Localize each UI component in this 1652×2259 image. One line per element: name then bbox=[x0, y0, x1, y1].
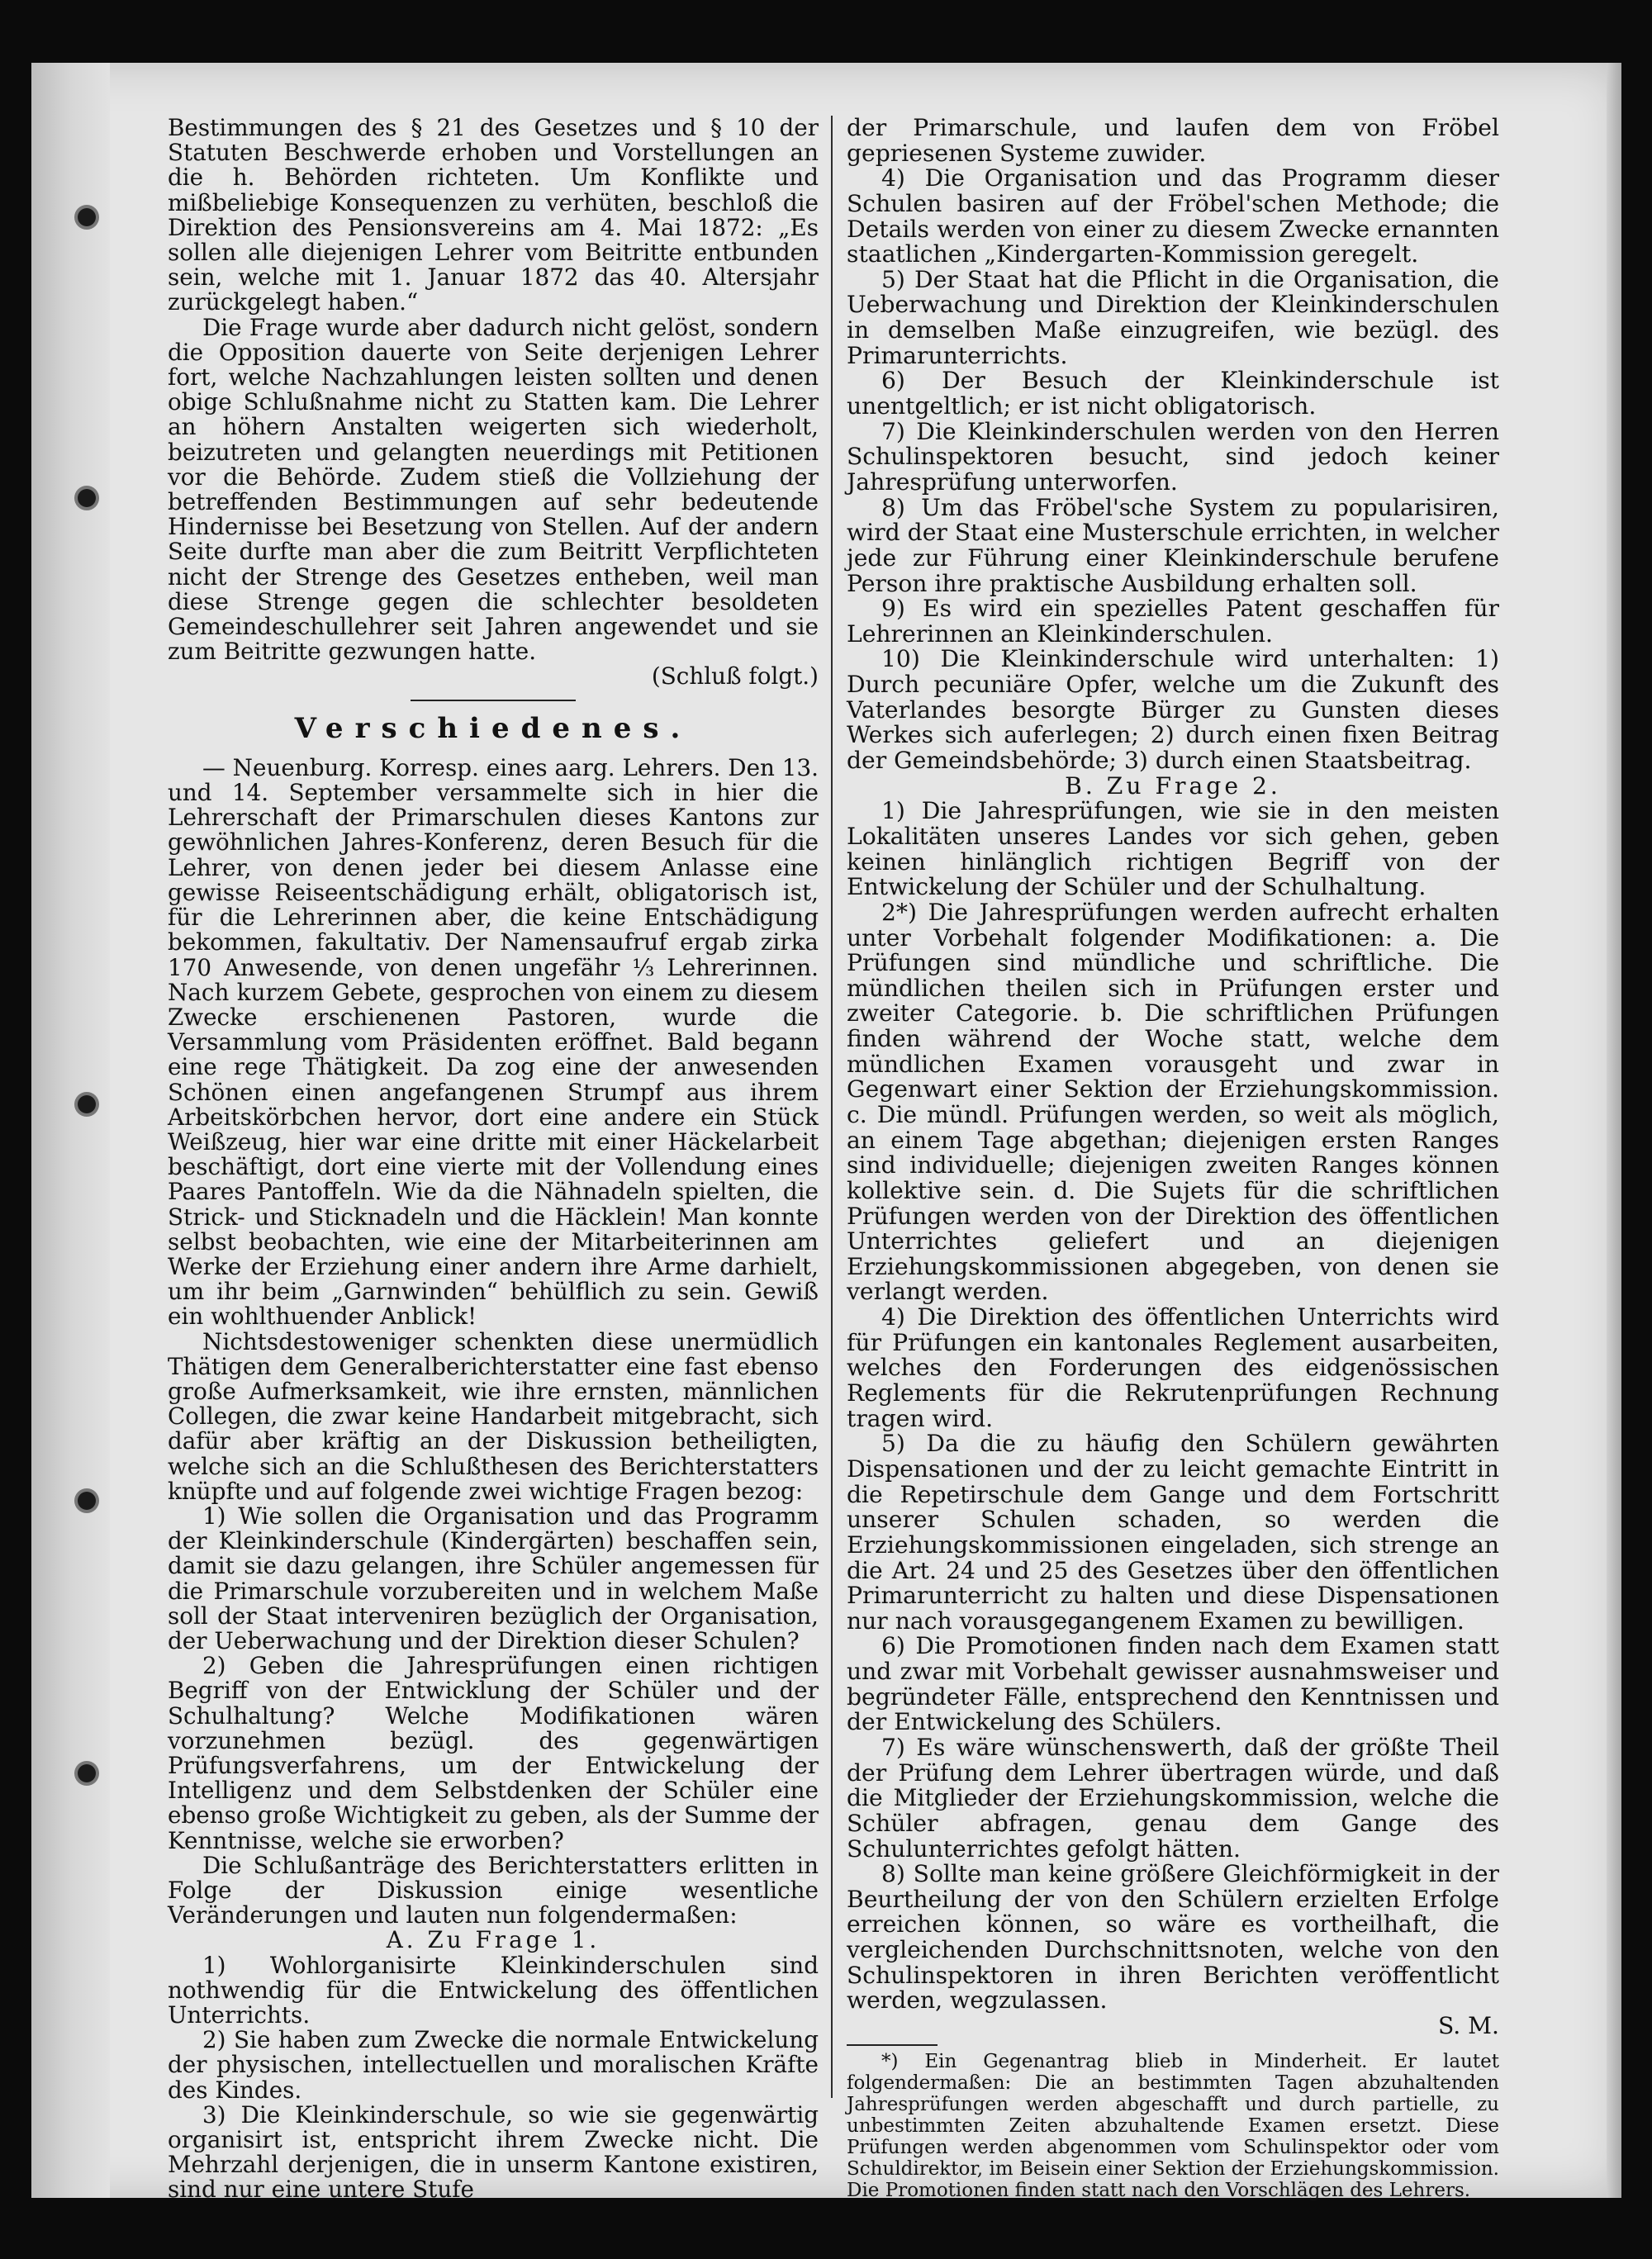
intro-paragraph: Bestimmungen des § 21 des Gesetzes und § 10 der Statuten Beschwerde erhoben und Vorstellungen an die h. Behörden richteten. Um Konflikte und mißbeliebige Konsequenzen zu verhüten, beschloß die Direktion des Pensionsvereins am 4. Mai 1872: „Es sollen alle diejenigen Lehrer vom Beitritte entbunden sein, welche mit 1. Januar 1872 das 40. Altersjahr zurückgelegt haben.“ bbox=[168, 114, 819, 316]
column-divider bbox=[831, 116, 833, 2098]
page-edge bbox=[1607, 63, 1621, 2198]
list-item: 4) Die Direktion des öffentlichen Unterrichts wird für Prüfungen ein kantonales Reglement ausarbeiten, welches den Forderungen des eidgenössischen Reglements für die Rekrutenprüfungen Rechnung tragen wird. bbox=[847, 1303, 1499, 1432]
right-column bbox=[847, 116, 1499, 2201]
question-paragraph: 1) Wie sollen die Organisation und das Programm der Kleinkinderschule (Kindergärten) beschaffen sein, damit sie dazu gelangen, ihre Schüler angemessen für die Primarschule vorzubereiten und in welchem Maße soll der Staat interveniren bezüglich der Organisation, der Ueberwachung und der Direktion dieser Schulen? bbox=[168, 1502, 819, 1654]
list-item: 6) Die Promotionen finden nach dem Examen statt und zwar mit Vorbehalt gewisser ausnahmsweiser und begründeter Fälle, entsprechend den Kenntnissen und der Entwickelung des Schülers. bbox=[847, 1632, 1499, 1736]
list-item: 3) Die Kleinkinderschule, so wie sie gegenwärtig organisirt ist, entspricht ihrem Zwecke nicht. Die Mehrzahl derjenigen, die in unserm Kantone existiren, sind nur eine untere Stufe bbox=[168, 2100, 819, 2204]
binding-stitch bbox=[78, 1764, 96, 1782]
left-column bbox=[168, 116, 819, 2203]
body-paragraph: — Neuenburg. Korresp. eines aarg. Lehrers. Den 13. und 14. September versammelte sich in hier die Lehrerschaft der Primarschulen dieses Kantons zur gewöhnlichen Jahres-Konferenz, deren Besuch für die Lehrer, von denen jeder bei diesem Anlasse eine gewisse Reiseentschädigung erhält, obligatorisch ist, für die Lehrerinnen aber, die keine Entschädigung bekommen, fakultativ. Der Namensaufruf ergab zirka 170 Anwesende, von denen ungefähr ⅓ Lehrerinnen. Nach kurzem Gebete, gesprochen von einem zu diesem Zwecke erschienenen Pastoren, wurde die Versammlung vom Präsidenten eröffnet. Bald begann eine rege Thätigkeit. Da zog eine der anwesenden Schönen einen angefangenen Strumpf aus ihrem Arbeitskörbchen hervor, dort eine andere ein Stück Weißzeug, hier war eine dritte mit einer Häckelarbeit beschäftigt, dort eine vierte mit der Vollendung eines Paares Pantoffeln. Wie da die Nähnadeln spielten, die Strick- und Sticknadeln und die Häcklein! Man konnte selbst beobachten, wie eine der Mitarbeiterinnen am Werke der Erziehung einer andern ihre Arme darhielt, um ihr beim „Garnwinden“ behülflich zu sein. Gewiß ein wohlthuender Anblick! bbox=[168, 753, 819, 1331]
binding-stitch bbox=[78, 489, 96, 507]
list-item: 4) Die Organisation und das Programm dieser Schulen basiren auf der Fröbel'schen Methode; die Details werden von einer zu diesem Zwecke ernannten staatlichen „Kindergarten-Kommission geregelt. bbox=[847, 164, 1499, 268]
binding-stitch bbox=[78, 1095, 96, 1113]
list-item: 8) Sollte man keine größere Gleichförmigkeit in der Beurtheilung der von den Schülern erzielten Erfolge erreichen können, so wäre es vortheilhaft, die vergleichenden Durchschnittsnoten, welche von den Schulinspektoren in ihren Berichten veröffentlicht werden, wegzulassen. bbox=[847, 1860, 1499, 2015]
author-signature: S. M. bbox=[1437, 2012, 1499, 2040]
list-item: 2) Sie haben zum Zwecke die normale Entwickelung der physischen, intellectuellen und moralischen Kräfte des Kindes. bbox=[168, 2026, 819, 2104]
subsection-heading: B. Zu Frage 2. bbox=[1065, 771, 1281, 800]
question-paragraph: 2) Geben die Jahresprüfungen einen richtigen Begriff von der Entwicklung der Schüler und der Schulhaltung? Welche Modifikationen wären vorzunehmen bezügl. des gegenwärtigen Prüfungsverfahrens, um der Entwickelung der Intelligenz und dem Selbstdenken der Schüler eine ebenso große Wichtigkeit zu geben, als der Summe der Kenntnisse, welche sie erworben? bbox=[168, 1652, 819, 1854]
list-item: 7) Es wäre wünschenswerth, daß der größte Theil der Prüfung dem Lehrer übertragen würde, und daß die Mitglieder der Erziehungskommission, welche die Schüler abfragen, genau dem Gange des Schulunterrichtes gefolgt hätten. bbox=[847, 1734, 1499, 1863]
list-item: 10) Die Kleinkinderschule wird unterhalten: 1) Durch pecuniäre Opfer, welche um die Zukunft des Vaterlandes besorgte Bürger zu Gunsten dieses Werkes sich auferlegen; 2) durch einen fixen Beitrag der Gemeindsbehörde; 3) durch einen Staatsbeitrag. bbox=[847, 645, 1499, 775]
list-item: 9) Es wird ein spezielles Patent geschaffen für Lehrerinnen an Kleinkinderschulen. bbox=[847, 595, 1499, 648]
binding-stitch bbox=[78, 1492, 96, 1510]
subsection-heading: A. Zu Frage 1. bbox=[386, 1926, 601, 1954]
body-paragraph: Die Schlußanträge des Berichterstatters erlitten in Folge der Diskussion einige wesentliche Veränderungen und lauten nun folgendermaßen: bbox=[168, 1851, 819, 1929]
list-item: 1) Wohlorganisirte Kleinkinderschulen sind nothwendig für die Entwickelung des öffentlichen Unterrichts. bbox=[168, 1951, 819, 2029]
list-item: 1) Die Jahresprüfungen, wie sie in den meisten Lokalitäten unseres Landes vor sich gehen, geben keinen hinlänglich richtigen Begriff von der Entwickelung der Schüler und der Schulhaltung. bbox=[847, 797, 1499, 901]
separator-rule bbox=[411, 700, 576, 701]
continuation-text: der Primarschule, und laufen dem von Fröbel gepriesenen Systeme zuwider. bbox=[847, 114, 1499, 167]
binding-gutter bbox=[31, 63, 110, 2198]
section-heading: Verschiedenes. bbox=[294, 711, 692, 745]
list-item: 5) Der Staat hat die Pflicht in die Organisation, die Ueberwachung und Direktion der Kleinkinderschulen in demselben Maße einzugreifen, wie bezügl. des Primarunterrichts. bbox=[847, 265, 1499, 369]
list-item: 6) Der Besuch der Kleinkinderschule ist unentgeltlich; er ist nicht obligatorisch. bbox=[847, 367, 1499, 420]
list-item: 8) Um das Fröbel'sche System zu popularisiren, wird der Staat eine Musterschule errichten, in welcher jede zur Führung einer Kleinkinderschule berufene Person ihre praktische Ausbildung erhalten soll. bbox=[847, 493, 1499, 597]
footnote-rule bbox=[847, 2044, 938, 2046]
footnote: *) Ein Gegenantrag blieb in Minderheit. Er lautet folgendermaßen: Die an bestimmten Tagen abzuhaltenden Jahresprüfungen werden abgeschafft und durch partielle, zu unbestimmten Zeiten abzuhaltende Examen ersetzt. Diese Prüfungen werden abgenommen vom Schulinspektor oder vom Schuldirektor, im Beisein einer Sektion der Erziehungskommission. Die Promotionen finden statt nach den Vorschlägen des Lehrers. bbox=[847, 2050, 1499, 2201]
body-paragraph: Nichtsdestoweniger schenkten diese unermüdlich Thätigen dem Generalberichterstatter eine fast ebenso große Aufmerksamkeit, wie ihre ernsten, männlichen Collegen, die zwar keine Handarbeit mitgebracht, sich dafür aber kräftig an der Diskussion betheiligten, welche sich an die Schlußthesen des Berichterstatters knüpfte und auf folgende zwei wichtige Fragen bezog: bbox=[168, 1327, 819, 1505]
list-item: 5) Da die zu häufig den Schülern gewährten Dispensationen und der zu leicht gemachte Eintritt in die Repetirschule dem Gange und dem Fortschritt unserer Schulen schaden, so werden die Erziehungskommissionen eingeladen, sich strenge an die Art. 24 und 25 des Gesetzes über den öffentlichen Primarunterricht zu halten und diese Dispensationen nur nach vorausgegangenem Examen zu bewilligen. bbox=[847, 1430, 1499, 1635]
list-item: 7) Die Kleinkinderschulen werden von den Herren Schulinspektoren besucht, sind jedoch keiner Jahresprüfung unterworfen. bbox=[847, 417, 1499, 496]
intro-paragraph: Die Frage wurde aber dadurch nicht gelöst, sondern die Opposition dauerte von Seite derjenigen Lehrer fort, welche Nachzahlungen leisten sollten und denen obige Schlußnahme nicht zu Statten kam. Die Lehrer an höhern Anstalten weigerten sich wiederholt, beizutreten und gelangten neuerdings mit Petitionen vor die Behörde. Zudem stieß die Vollziehung der betreffenden Bestimmungen auf sehr bedeutende Hindernisse bei Besetzung von Stellen. Auf der andern Seite durfte man aber die zum Beitritt Verpflichteten nicht der Strenge des Gesetzes entheben, weil man diese Strenge gegen die schlechter besoldeten Gemeindeschullehrer seit Jahren angewendet und sie zum Beitritte gezwungen hatte. bbox=[168, 313, 819, 666]
list-item: 2*) Die Jahresprüfungen werden aufrecht erhalten unter Vorbehalt folgender Modifikationen: a. Die Prüfungen sind mündliche und schriftliche. Die mündlichen theilen sich in Prüfungen erster und zweiter Categorie. b. Die schriftlichen Prüfungen finden während der Woche statt, welche dem mündlichen Examen vorausgeht und zwar in Gegenwart einer Sektion der Erziehungskommission. c. Die mündl. Prüfungen werden, so weit als möglich, an einem Tage abgethan; diejenigen ersten Ranges sind individuelle; diejenigen zweiten Ranges können kollektive sein. d. Die Sujets für die schriftlichen Prüfungen werden von der Direktion des öffentlichen Unterrichtes geliefert und an diejenigen Erziehungskommissionen abgegeben, von denen sie verlangt werden. bbox=[847, 898, 1499, 1306]
binding-stitch bbox=[78, 208, 96, 226]
continued-note: (Schluß folgt.) bbox=[651, 662, 819, 691]
